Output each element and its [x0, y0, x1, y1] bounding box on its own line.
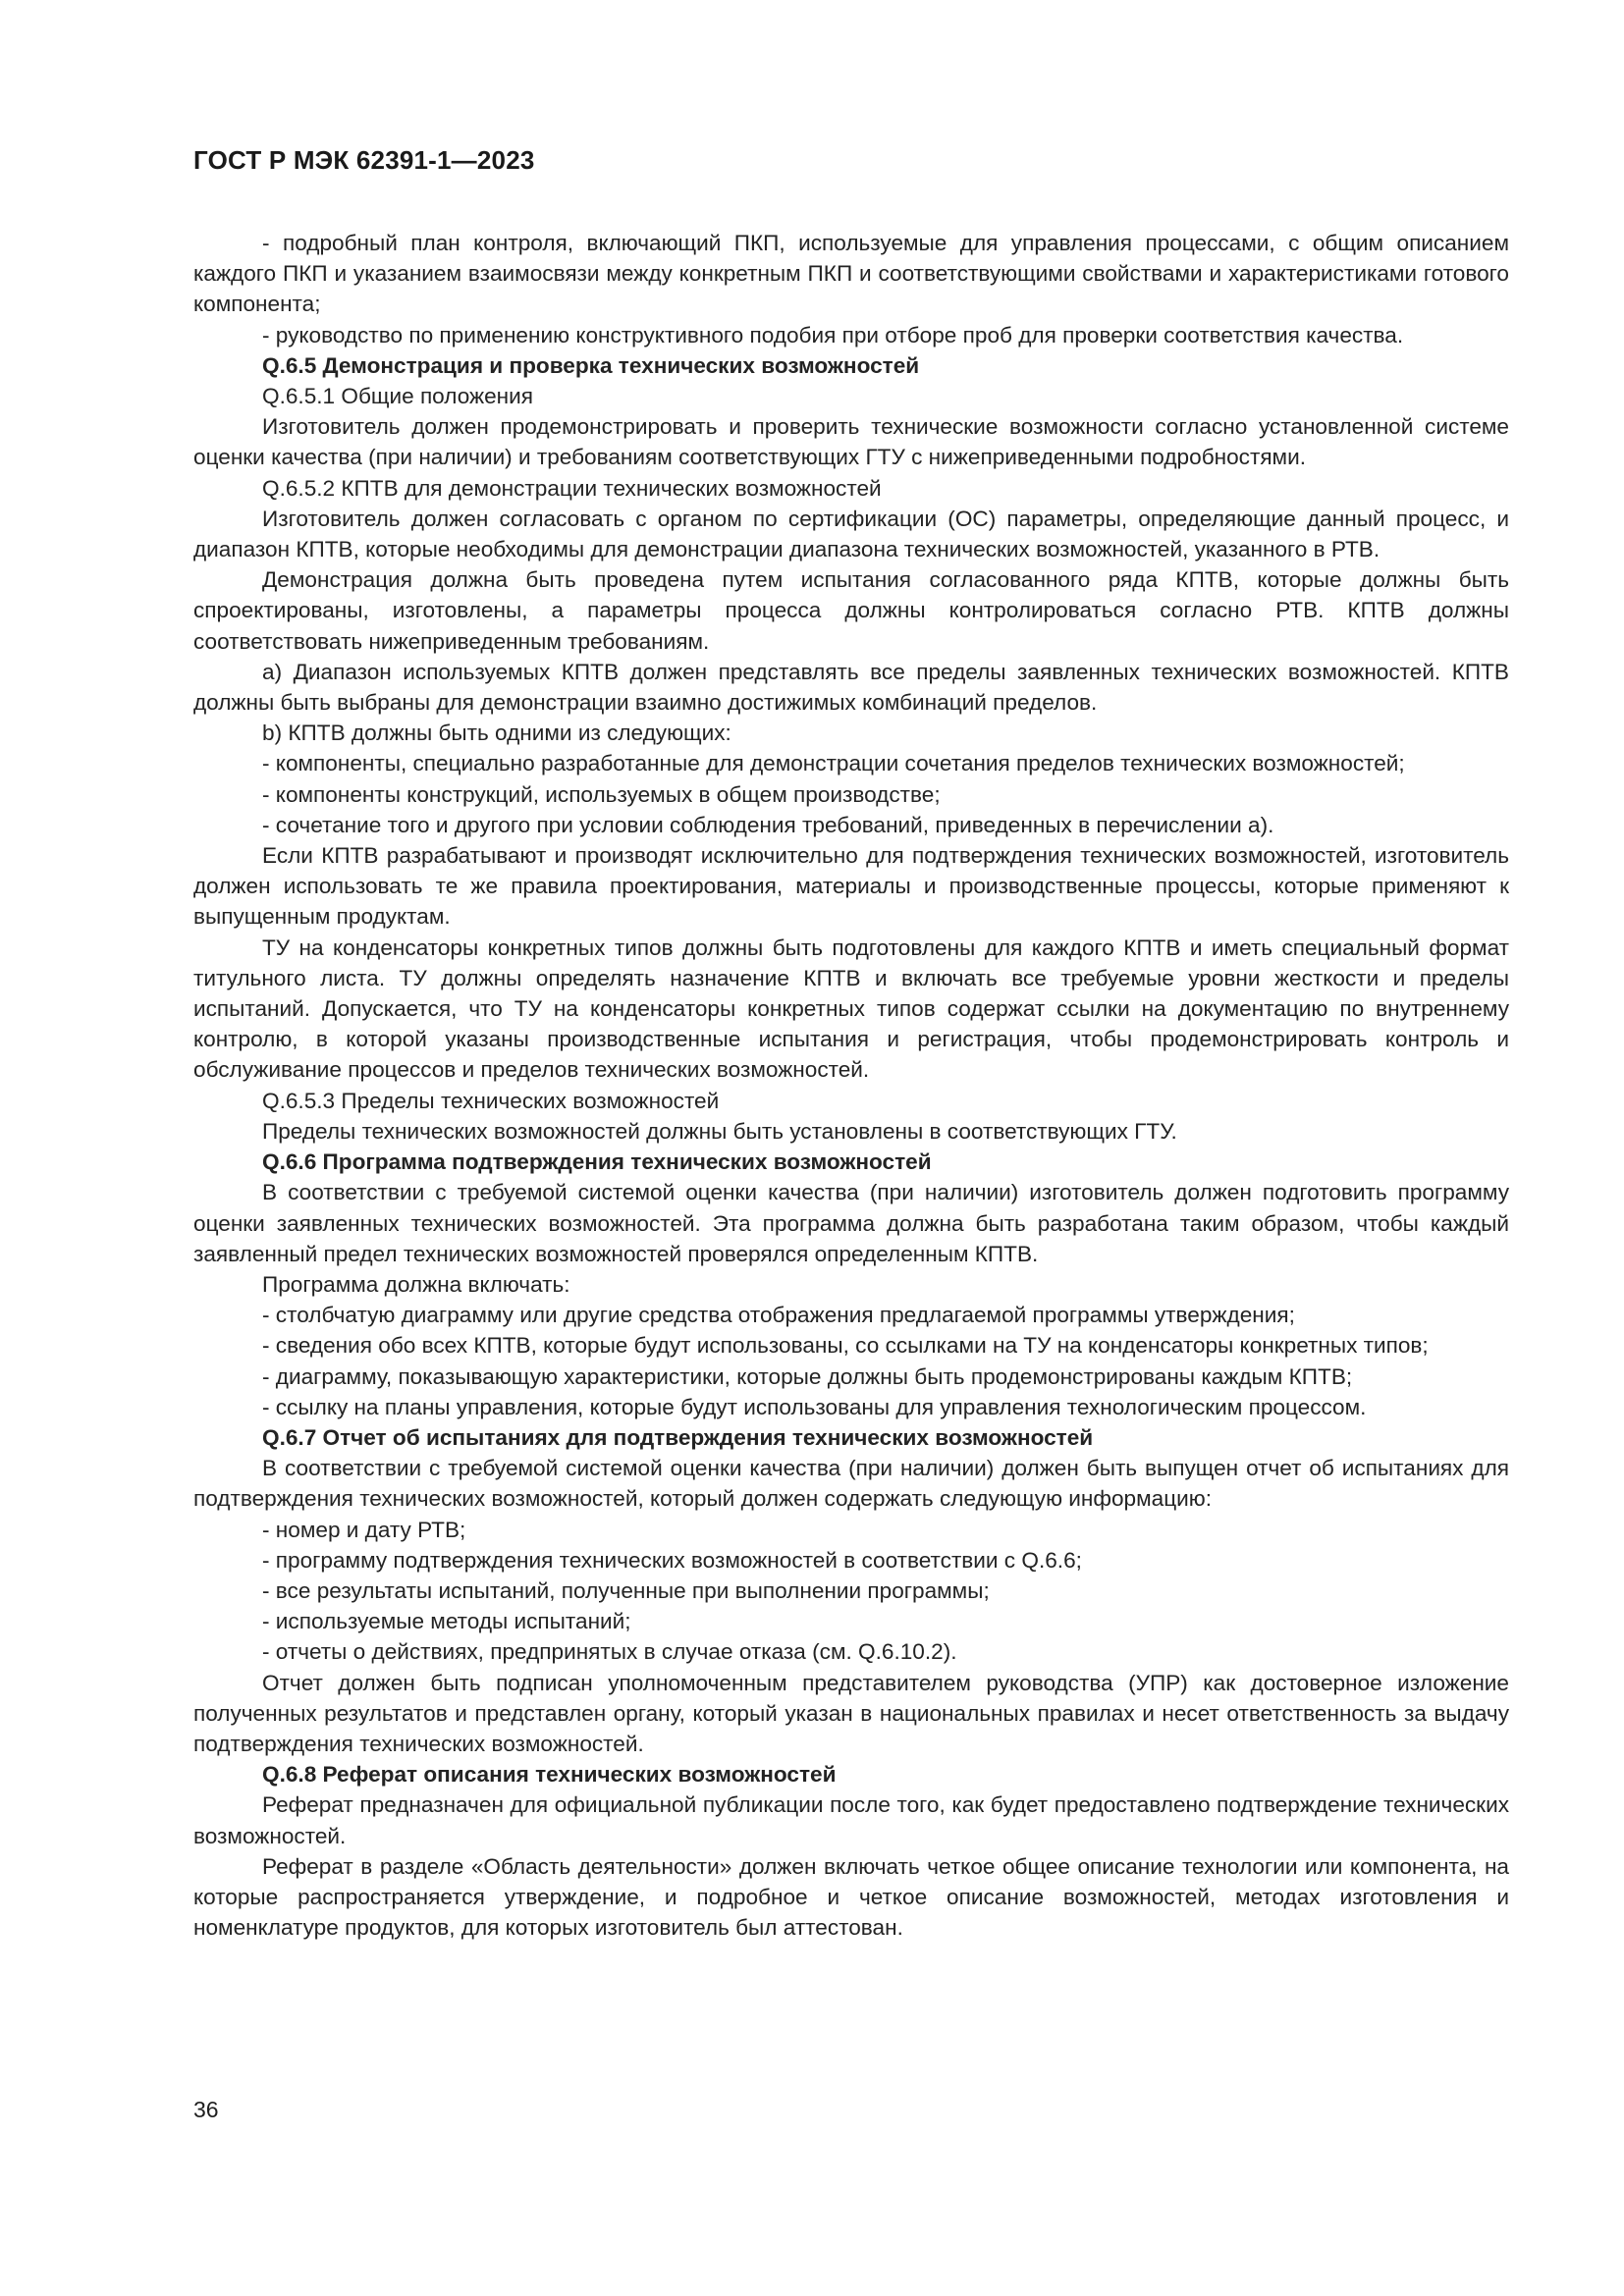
paragraph: - подробный план контроля, включающий ПКП, используемые для управления процессами, с общим описанием каждого ПКП и указанием взаимосвязи между конкретным ПКП и соответствующими свойствами и характеристиками готового компонента;	[193, 231, 1509, 317]
paragraph: b) КПТВ должны быть одними из следующих:	[262, 721, 731, 746]
paragraph: - номер и дату РТВ;	[262, 1517, 466, 1542]
paragraph: - все результаты испытаний, полученные при выполнении программы;	[262, 1577, 990, 1603]
paragraph: Реферат в разделе «Область деятельности» должен включать четкое общее описание технологии или компонента, на которые распространяется утверждение, и подробное и четкое описание возможностей, методах изготовления и номенклатуре продуктов, для которых изготовитель был аттестован.	[193, 1853, 1509, 1941]
paragraph: - сведения обо всех КПТВ, которые будут использованы, со ссылками на ТУ на конденсаторы конкретных типов;	[262, 1333, 1429, 1359]
paragraph: - компоненты, специально разработанные для демонстрации сочетания пределов технических возможностей;	[262, 751, 1405, 776]
paragraph: - руководство по применению конструктивного подобия при отборе проб для проверки соответствия качества.	[262, 322, 1404, 347]
section-heading: Q.6.5 Демонстрация и проверка технических возможностей	[262, 352, 920, 378]
paragraph: - ссылку на планы управления, которые будут использованы для управления технологическим процессом.	[262, 1394, 1367, 1419]
section-heading: Q.6.7 Отчет об испытаниях для подтверждения технических возможностей	[262, 1424, 1094, 1450]
paragraph: - программу подтверждения технических возможностей в соответствии с Q.6.6;	[262, 1547, 1082, 1573]
paragraph: Реферат предназначен для официальной публикации после того, как будет предоставлено подтверждение технических возможностей.	[193, 1792, 1509, 1848]
section-heading: Q.6.6 Программа подтверждения технических возможностей	[262, 1149, 932, 1175]
paragraph: Q.6.5.1 Общие положения	[262, 384, 534, 409]
paragraph: - диаграмму, показывающую характеристики, которые должны быть продемонстрированы каждым КПТВ;	[262, 1363, 1353, 1389]
section-heading: Q.6.8 Реферат описания технических возможностей	[262, 1762, 837, 1788]
page-number: 36	[193, 2097, 219, 2122]
paragraph: - используемые методы испытаний;	[262, 1609, 631, 1634]
paragraph: Пределы технических возможностей должны быть установлены в соответствующих ГТУ.	[262, 1118, 1177, 1144]
paragraph: Q.6.5.2 КПТВ для демонстрации технических возможностей	[262, 475, 882, 501]
paragraph: Изготовитель должен согласовать с органом по сертификации (ОС) параметры, определяющие данный процесс, и диапазон КПТВ, которые необходимы для демонстрации диапазона технических возможностей, указанного в РТВ.	[193, 506, 1509, 562]
paragraph: Изготовитель должен продемонстрировать и проверить технические возможности согласно установленной системе оценки качества (при наличии) и требованиям соответствующих ГТУ с нижеприведенными подробностями.	[193, 414, 1509, 470]
paragraph: Демонстрация должна быть проведена путем испытания согласованного ряда КПТВ, которые должны быть спроектированы, изготовлены, а параметры процесса должны контролироваться согласно РТВ. КПТВ должны соответствовать нижеприведенным требованиям.	[193, 567, 1509, 654]
paragraph: - столбчатую диаграмму или другие средства отображения предлагаемой программы утверждения;	[262, 1303, 1295, 1328]
paragraph: ТУ на конденсаторы конкретных типов должны быть подготовлены для каждого КПТВ и иметь специальный формат титульного листа. ТУ должны определять назначение КПТВ и включать все требуемые уровни жесткости и пределы испытаний. Допускается, что ТУ на конденсаторы конкретных типов содержат ссылки на документацию по внутреннему контролю, в которой указаны производственные испытания и регистрация, чтобы продемонстрировать контроль и обслуживание процессов и пределов технических возможностей.	[193, 934, 1509, 1083]
paragraph: Отчет должен быть подписан уполномоченным представителем руководства (УПР) как достоверное изложение полученных результатов и представлен органу, который указан в национальных правилах и несет ответственность за выдачу подтверждения технических возможностей.	[193, 1670, 1509, 1756]
paragraph: В соответствии с требуемой системой оценки качества (при наличии) изготовитель должен подготовить программу оценки заявленных технических возможностей. Эта программа должна быть разработана таким образом, чтобы каждый заявленный предел технических возможностей проверялся определенным КПТВ.	[193, 1180, 1509, 1266]
paragraph: Q.6.5.3 Пределы технических возможностей	[262, 1088, 720, 1113]
paragraph: - компоненты конструкций, используемых в общем производстве;	[262, 781, 941, 807]
document-body	[193, 228, 1509, 1943]
paragraph: Программа должна включать:	[262, 1271, 570, 1297]
paragraph: В соответствии с требуемой системой оценки качества (при наличии) должен быть выпущен отчет об испытаниях для подтверждения технических возможностей, который должен содержать следующую информацию:	[193, 1456, 1509, 1512]
paragraph: Если КПТВ разрабатывают и производят исключительно для подтверждения технических возможностей, изготовитель должен использовать те же правила проектирования, материалы и производственные процессы, которые применяют к выпущенным продуктам.	[193, 843, 1509, 930]
paragraph: - отчеты о действиях, предпринятых в случае отказа (см. Q.6.10.2).	[262, 1639, 957, 1665]
paragraph: a) Диапазон используемых КПТВ должен представлять все пределы заявленных технических возможностей. КПТВ должны быть выбраны для демонстрации взаимно достижимых комбинаций пределов.	[193, 659, 1509, 716]
paragraph: - сочетание того и другого при условии соблюдения требований, приведенных в перечислении а).	[262, 812, 1274, 837]
document-header: ГОСТ Р МЭК 62391-1—2023	[193, 145, 535, 175]
